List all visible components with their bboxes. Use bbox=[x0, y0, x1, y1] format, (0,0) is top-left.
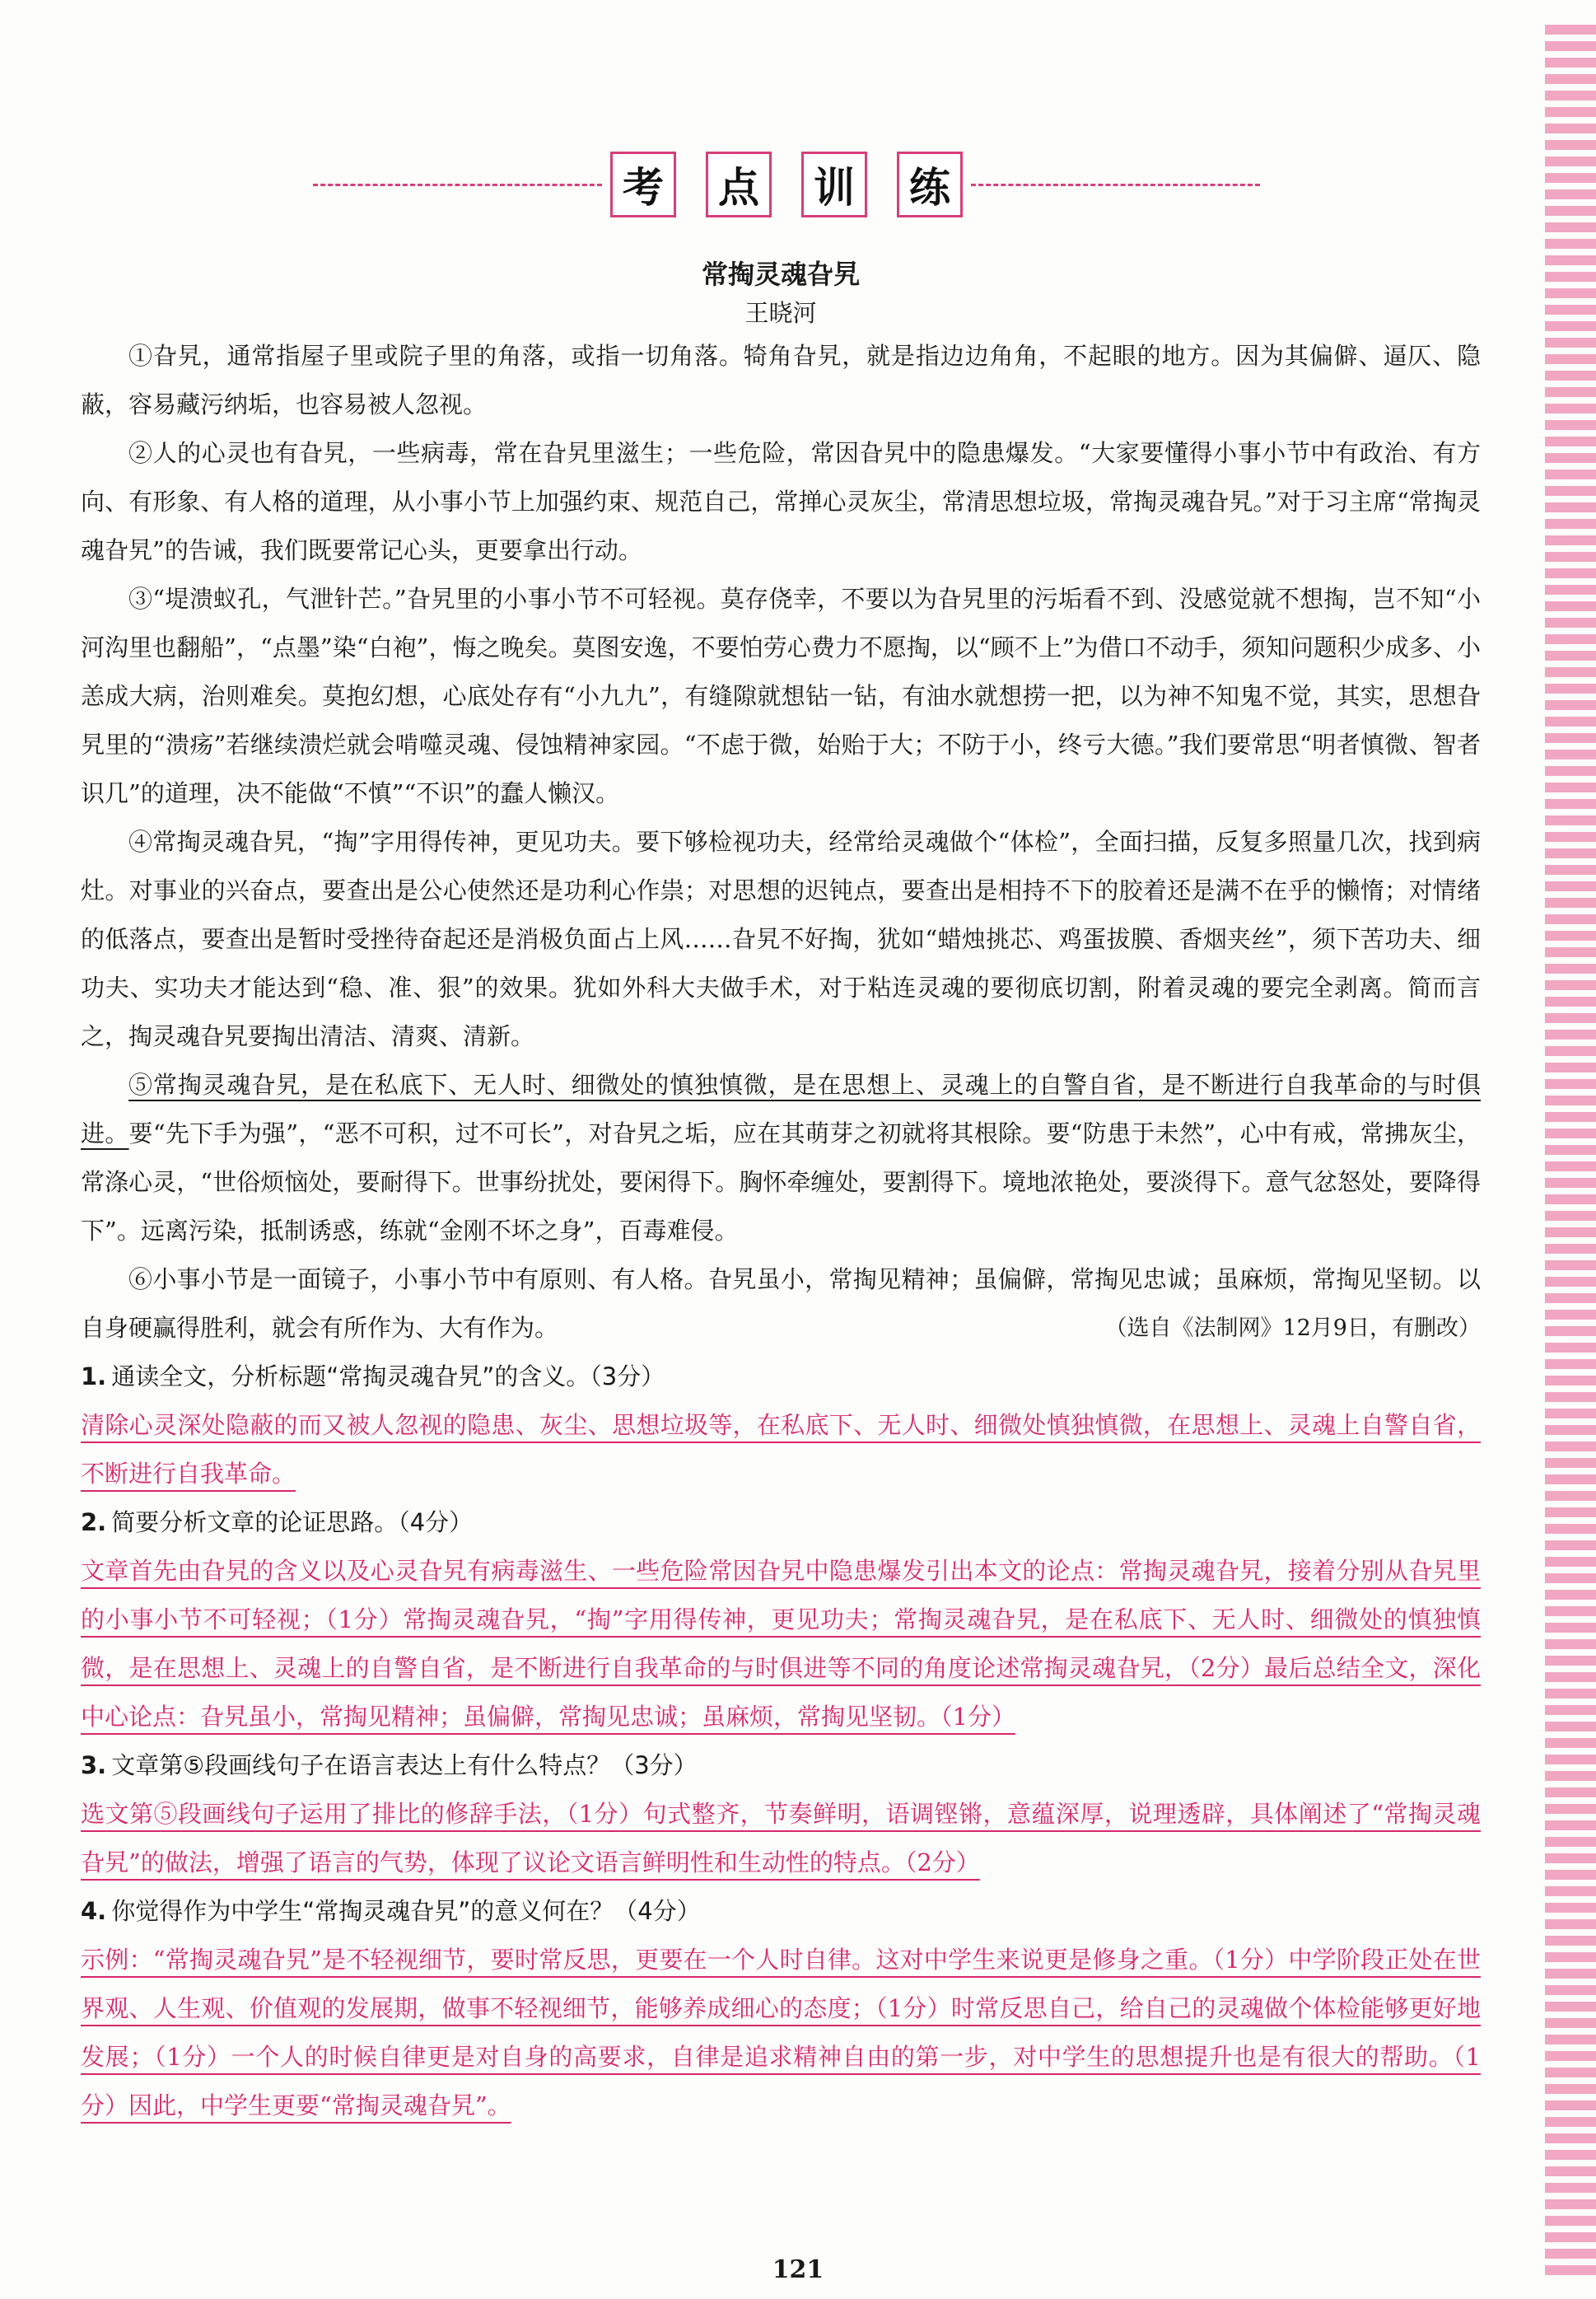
header-box-dian: 点 bbox=[706, 152, 772, 217]
question-number: 4. bbox=[81, 1897, 107, 1925]
question-text: 你觉得作为中学生“常掏灵魂旮旯”的意义何在？（4分） bbox=[111, 1897, 701, 1925]
header-boxes bbox=[610, 152, 963, 217]
header-box-xun: 训 bbox=[801, 152, 867, 217]
paragraph-6-text: ⑥小事小节是一面镜子，小事小节中有原则、有人格。旮旯虽小，常掏见精神；虽偏僻，常掏见忠诚；虽麻烦，常掏见坚韧。以自身硬赢得胜利，就会有所作为、大有作为。 bbox=[81, 1265, 1481, 1342]
header-dash-left bbox=[313, 184, 602, 186]
section-header bbox=[305, 147, 1268, 222]
question-1 bbox=[81, 1353, 1481, 1401]
header-box-lian: 练 bbox=[897, 152, 963, 217]
question-text: 文章第⑤段画线句子在语言表达上有什么特点？（3分） bbox=[111, 1751, 698, 1779]
underlined-sentence: ⑤常掏灵魂旮旯，是在私底下、无人时、细微处的慎独慎微，是在思想上、灵魂上的自警自省，是不断进行自我革命的与时俱进。 bbox=[81, 1071, 1481, 1147]
question-2 bbox=[81, 1498, 1481, 1547]
answer-4: 示例：“常掏灵魂旮旯”是不轻视细节，要时常反思，更要在一个人时自律。这对中学生来说更是修身之重。（1分）中学阶段正处在世界观、人生观、价值观的发展期，做事不轻视细节，能够养成细心的态度；（1分）时常反思自己，给自己的灵魂做个体检能够更好地发展；（1分）一个人的时候自律更是对自身的高要求，自律是追求精神自由的第一步，对中学生的思想提升也是有很大的帮助。（1分）因此，中学生更要“常掏灵魂旮旯”。 bbox=[81, 1946, 1481, 2119]
page-edge-decoration bbox=[1545, 25, 1596, 2282]
question-number: 2. bbox=[81, 1508, 107, 1536]
article-paragraph-5 bbox=[81, 1061, 1481, 1255]
question-text: 简要分析文章的论证思路。（4分） bbox=[111, 1508, 474, 1536]
question-number: 1. bbox=[81, 1362, 107, 1390]
header-box-kao: 考 bbox=[610, 152, 676, 217]
header-dash-right bbox=[971, 184, 1260, 186]
question-4 bbox=[81, 1887, 1481, 1936]
article-paragraph-4: ④常掏灵魂旮旯，“掏”字用得传神，更见功夫。要下够检视功夫，经常给灵魂做个“体检”，全面扫描，反复多照量几次，找到病灶。对事业的兴奋点，要查出是公心使然还是功利心作祟；对思想的迟钝点，要查出是相持不下的胶着还是满不在乎的懒惰；对情绪的低落点，要查出是暂时受挫待奋起还是消极负面占上风……旮旯不好掏，犹如“蜡烛挑芯、鸡蛋拔膜、香烟夹丝”，须下苦功夫、细功夫、实功夫才能达到“稳、准、狠”的效果。犹如外科大夫做手术，对于粘连灵魂的要彻底切割，附着灵魂的要完全剥离。简而言之，掏灵魂旮旯要掏出清洁、清爽、清新。 bbox=[81, 828, 1481, 1050]
article-paragraph-3: ③“堤溃蚁孔，气泄针芒。”旮旯里的小事小节不可轻视。莫存侥幸，不要以为旮旯里的污垢看不到、没感觉就不想掏，岂不知“小河沟里也翻船”，“点墨”染“白袍”，悔之晚矣。莫图安逸，不要怕劳心费力不愿掏，以“顾不上”为借口不动手，须知问题积少成多、小恙成大病，治则难矣。莫抱幻想，心底处存有“小九九”，有缝隙就想钻一钻，有油水就想捞一把，以为神不知鬼不觉，其实，思想旮旯里的“溃疡”若继续溃烂就会啃噬灵魂、侵蚀精神家园。“不虑于微，始贻于大；不防于小，终亏大德。”我们要常思“明者慎微、智者识几”的道理，决不能做“不慎”“不识”的蠢人懒汉。 bbox=[81, 585, 1481, 807]
article-source: （选自《法制网》12月9日，有删改） bbox=[1104, 1315, 1481, 1341]
article-paragraph-6 bbox=[81, 1255, 1481, 1353]
article-author: 王晓河 bbox=[744, 299, 817, 327]
page-number: 121 bbox=[772, 2255, 824, 2284]
question-text: 通读全文，分析标题“常掏灵魂旮旯”的含义。（3分） bbox=[111, 1362, 665, 1390]
article-paragraph-2: ②人的心灵也有旮旯，一些病毒，常在旮旯里滋生；一些危险，常因旮旯中的隐患爆发。“大家要懂得小事小节中有政治、有方向、有形象、有人格的道理，从小事小节上加强约束、规范自己，常掸心灵灰尘，常清思想垃圾，常掏灵魂旮旯。”对于习主席“常掏灵魂旮旯”的告诫，我们既要常记心头，更要拿出行动。 bbox=[81, 439, 1481, 564]
paragraph-5-rest: 要“先下手为强”，“恶不可积，过不可长”，对旮旯之垢，应在其萌芽之初就将其根除。要“防患于未然”，心中有戒，常拂灰尘，常涤心灵，“世俗烦恼处，要耐得下。世事纷扰处，要闲得下。胸怀牵缠处，要割得下。境地浓艳处，要淡得下。意气忿怒处，要降得下”。远离污染，抵制诱惑，练就“金刚不坏之身”，百毒难侵。 bbox=[81, 1119, 1481, 1245]
question-number: 3. bbox=[81, 1751, 107, 1779]
article-title: 常掏灵魂旮旯 bbox=[701, 259, 860, 290]
article-paragraph-1: ①旮旯，通常指屋子里或院子里的角落，或指一切角落。犄角旮旯，就是指边边角角，不起眼的地方。因为其偏僻、逼仄、隐蔽，容易藏污纳垢，也容易被人忽视。 bbox=[81, 342, 1481, 418]
page-content bbox=[81, 247, 1481, 2130]
answer-2: 文章首先由旮旯的含义以及心灵旮旯有病毒滋生、一些危险常因旮旯中隐患爆发引出本文的论点：常掏灵魂旮旯，接着分别从旮旯里的小事小节不可轻视；（1分）常掏灵魂旮旯，“掏”字用得传神，更见功夫；常掏灵魂旮旯，是在私底下、无人时、细微处的慎独慎微，是在思想上、灵魂上的自警自省，是不断进行自我革命的与时俱进等不同的角度论述常掏灵魂旮旯，（2分）最后总结全文，深化中心论点：旮旯虽小，常掏见精神；虽偏僻，常掏见忠诚；虽麻烦，常掏见坚韧。（1分） bbox=[81, 1557, 1481, 1731]
question-3 bbox=[81, 1741, 1481, 1790]
answer-1: 清除心灵深处隐蔽的而又被人忽视的隐患、灰尘、思想垃圾等，在私底下、无人时、细微处慎独慎微，在思想上、灵魂上自警自省，不断进行自我革命。 bbox=[81, 1411, 1481, 1488]
answer-3: 选文第⑤段画线句子运用了排比的修辞手法，（1分）句式整齐，节奏鲜明，语调铿锵，意蕴深厚，说理透辟，具体阐述了“常掏灵魂旮旯”的做法，增强了语言的气势，体现了议论文语言鲜明性和生动性的特点。（2分） bbox=[81, 1800, 1481, 1876]
